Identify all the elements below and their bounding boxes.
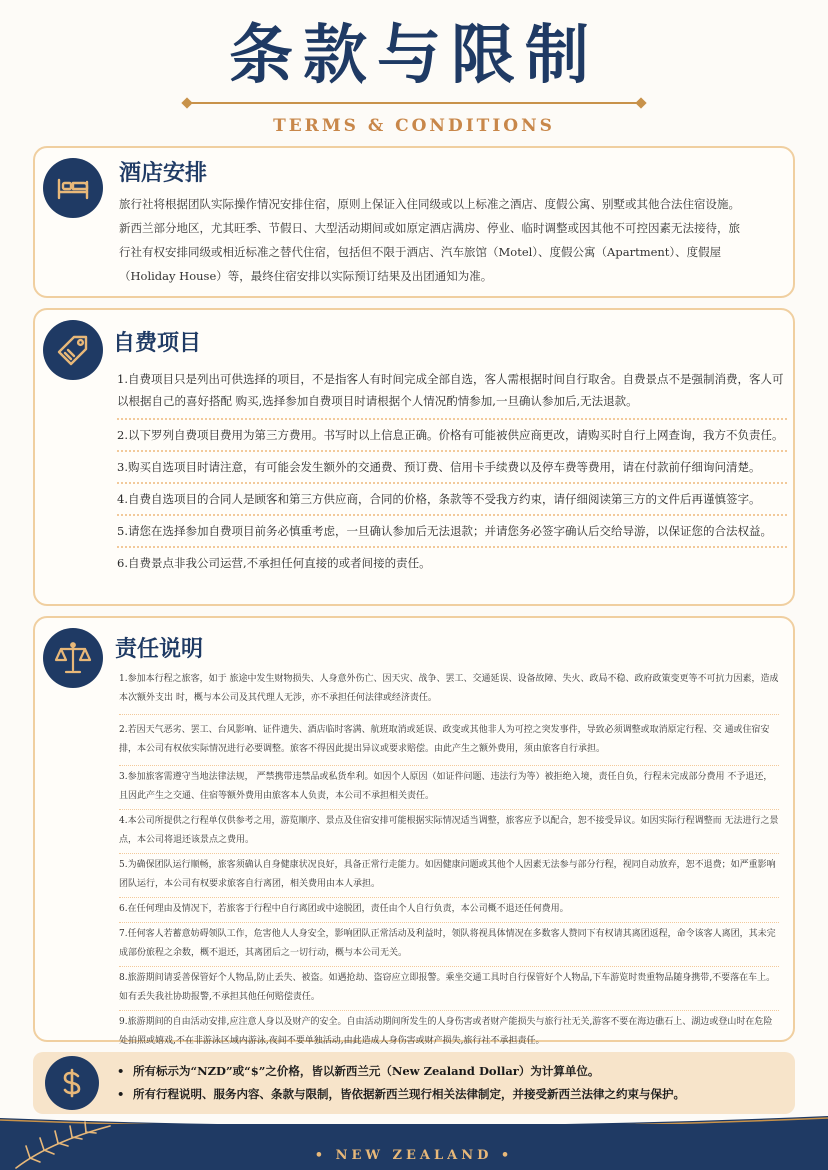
list-item: 3.参加旅客需遵守当地法律法规， 严禁携带违禁品或私货牟利。如因个人原因（如证件问题、违法行为等）被拒绝入境，责任自负，行程未完成部分费用 不予退还，且因此产生之交通、住宿等额外费用由旅客本人负责，本公司不承担相关责任。 [119,766,779,810]
list-item: 7.任何客人若蓄意妨碍领队工作，危害他人人身安全，影响团队正常活动及利益时，领队将视具体情况在多数客人赞同下有权请其离团返程，命令该客人离团，其未完成部份旅程之余数，概不退还，其离团后之一切行动，概与本公司无关。 [119,923,779,967]
notice-item: • 所有标示为“NZD”或“$”之价格，皆以新西兰元（New Zealand Dollar）为计算单位。 [117,1060,789,1083]
optional-title: 自费项目 [113,330,202,356]
page-subtitle: TERMS & CONDITIONS [273,116,555,136]
list-item: 6.自费景点非我公司运营,不承担任何直接的或者间接的责任。 [117,556,431,570]
page-title: 条款与限制 [229,18,599,93]
scales-icon [43,628,103,688]
list-item: 8.旅游期间请妥善保管好个人物品,防止丢失、被盗。如遇抢劫、盗窃应立即报警。乘坐交通工具时自行保管好个人物品,下车游览时贵重物品随身携带,不要落在车上。如有丢失我社协助报警,不承担其他任何赔偿责任。 [119,967,779,1011]
dollar-icon [45,1056,99,1110]
hotel-title: 酒店安排 [119,160,208,186]
price-tag-icon [43,320,103,380]
list-item: 1.参加本行程之旅客，如于 旅途中发生财物损失、人身意外伤亡、因天灾、战争、罢工、交通延误、设备故障、失火、政局不稳、政府政策变更等不可抗力因素，造成本次额外支出 时，概与本公司及其代理人无涉，亦不承担任何法律或经济责任。 [119,664,779,715]
footer-text: • NEW ZEALAND • [314,1148,514,1163]
liability-list [119,664,779,1054]
hotel-line: 行社有权安排同级或相近标准之替代住宿，包括但不限于酒店、汽车旅馆（Motel）、度假公寓（Apartment）、度假屋 [119,245,722,259]
list-item: 4.本公司所提供之行程单仅供参考之用，游览顺序、景点及住宿安排可能根据实际情况适当调整，旅客应予以配合，恕不接受异议。如因实际行程调整而 无法进行之景点，本公司将退还该景点之费用。 [119,810,779,854]
bed-icon [43,158,103,218]
hotel-line: 旅行社将根据团队实际操作情况安排住宿，原则上保证入住同级或以上标准之酒店、度假公寓、别墅或其他合法住宿设施。 [119,197,740,211]
list-item: 2.以下罗列自费项目费用为第三方费用。书写时以上信息正确。价格有可能被供应商更改，请购买时自行上网查询，我方不负责任。 [117,420,787,452]
list-item: 5.为确保团队运行顺畅，旅客须确认自身健康状况良好，具备正常行走能力。如因健康问题或其他个人因素无法参与部分行程，视同自动放弃，恕不退费；如严重影响团队运行，本公司有权要求旅客自行离团，相关费用由本人承担。 [119,854,779,898]
hotel-section [33,146,795,298]
liability-section [33,616,795,1046]
optional-tours-section [33,308,795,606]
footer-band [0,1124,828,1170]
list-item: 3.购买自选项目时请注意，有可能会发生额外的交通费、预订费、信用卡手续费以及停车费等费用，请在付款前仔细询问清楚。 [117,452,787,484]
page-header [0,0,828,145]
title-divider [187,102,641,104]
notice-item: • 所有行程说明、服务内容、条款与限制，皆依据新西兰现行相关法律制定，并接受新西兰法律之约束与保护。 [117,1083,789,1106]
list-item: 9.旅游期间的自由活动安排,应注意人身以及财产的安全。自由活动期间所发生的人身伤害或者财产能损失与旅行社无关,游客不要在海边礁石上、湖边或登山时在危险处拍照或嬉戏,不在非游泳区域内游泳,夜间不要单独活动,由此造成人身伤害或财产损失,旅行社不承担责任。 [119,1017,773,1046]
notice-list [117,1060,789,1106]
list-item: 2.若因天气恶劣、罢工、台风影响、证件遗失、酒店临时客满、航班取消或延误、政变或其他非人为可控之突发事件，导致必须调整或取消原定行程、交 通或住宿安排，本公司有权依实际情况进行必要调整。旅客不得因此提出异议或要求赔偿。由此产生之额外费用，须由旅客自行承担。 [119,715,779,766]
optional-list [117,364,787,578]
currency-notice [33,1052,795,1114]
liability-title: 责任说明 [115,636,204,662]
hotel-line: 新西兰部分地区，尤其旺季、节假日、大型活动期间或如原定酒店满房、停业、临时调整或因其他不可控因素无法接待，旅 [119,221,740,235]
list-item: 6.在任何理由及情况下，若旅客于行程中自行离团或中途脱团，责任由个人自行负责，本公司概不退还任何费用。 [119,898,779,923]
hotel-text [119,192,759,288]
hotel-line: （Holiday House）等，最终住宿安排以实际预订结果及出团通知为准。 [119,269,493,283]
list-item: 4.自费自选项目的合同人是顾客和第三方供应商，合同的价格，条款等不受我方约束，请仔细阅读第三方的文件后再谨慎签字。 [117,484,787,516]
list-item: 1.自费项目只是列出可供选择的项目，不是指客人有时间完成全部自选，客人需根据时间自行取舍。自费景点不是强制消费，客人可以根据自己的喜好搭配 购买,选择参加自费项目时请根据个人情况酌情参加,一旦确认参加后,无法退款。 [117,364,787,420]
list-item: 5.请您在选择参加自费项目前务必慎重考虑，一旦确认参加后无法退款；并请您务必签字确认后交给导游，以保证您的合法权益。 [117,516,787,548]
